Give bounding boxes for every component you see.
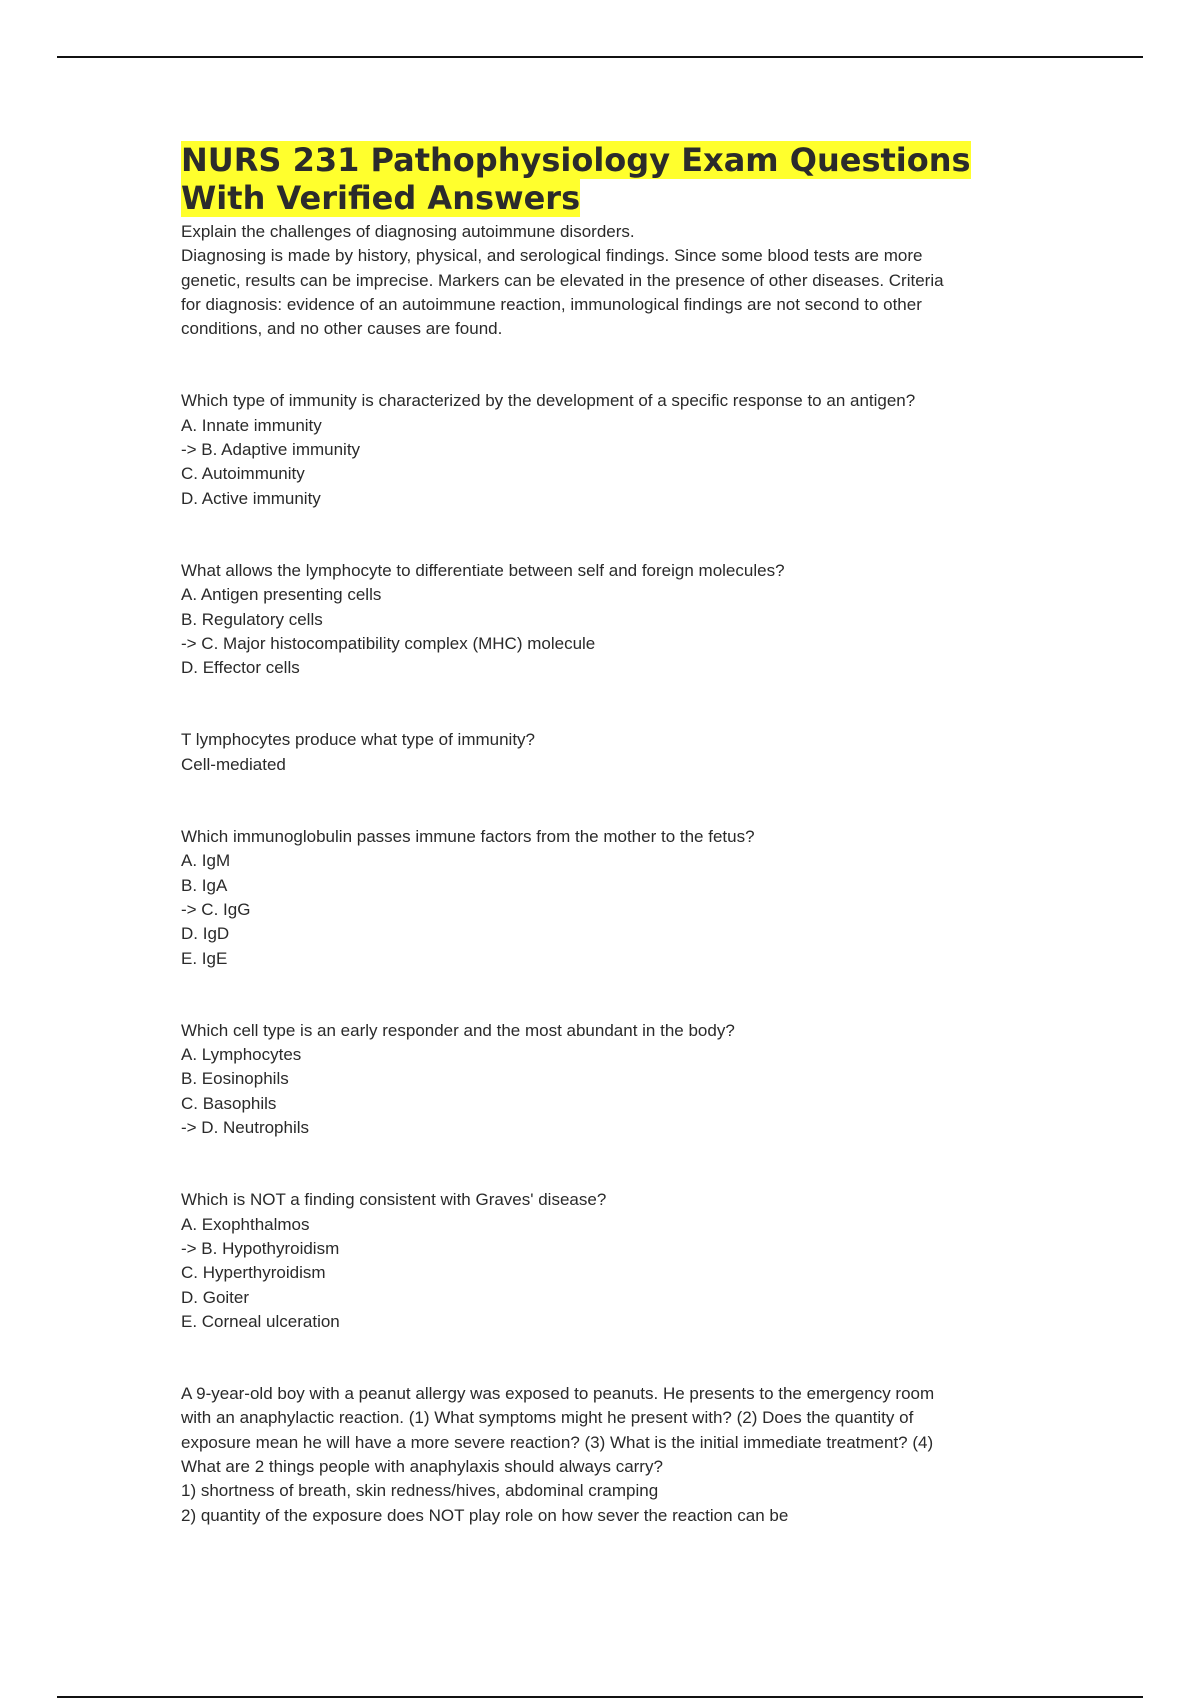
question-text-line: A 9-year-old boy with a peanut allergy was exposed to peanuts. He presents to the emergency room	[181, 1384, 935, 1404]
answer-option-correct: -> C. Major histocompatibility complex (MHC) molecule	[181, 633, 596, 653]
intro-answer-line: Diagnosing is made by history, physical, and serological findings. Since some blood tests are more	[181, 246, 923, 266]
question-block-6	[181, 1188, 1021, 1334]
bottom-rule	[57, 1696, 1143, 1698]
answer-option: C. Hyperthyroidism	[181, 1263, 326, 1283]
question-text-line: exposure mean he will have a more severe reaction? (3) What is the initial immediate treatment? (4)	[181, 1432, 934, 1452]
answer-option: C. Autoimmunity	[181, 464, 305, 484]
intro-answer-line: genetic, results can be imprecise. Markers can be elevated in the presence of other diseases. Criteria	[181, 270, 944, 290]
question-text: Which cell type is an early responder and the most abundant in the body?	[181, 1020, 735, 1040]
question-text-line: with an anaphylactic reaction. (1) What symptoms might he present with? (2) Does the quantity of	[181, 1408, 914, 1428]
question-block-2	[181, 559, 1021, 680]
answer-option: D. Effector cells	[181, 658, 300, 678]
intro-answer-line: for diagnosis: evidence of an autoimmune reaction, immunological findings are not second to other	[181, 294, 922, 314]
answer-option: E. IgE	[181, 948, 228, 968]
question-text: What allows the lymphocyte to differentiate between self and foreign molecules?	[181, 560, 785, 580]
intro-answer-line: conditions, and no other causes are found.	[181, 319, 503, 339]
question-block-5	[181, 1019, 1021, 1140]
answer-option: D. IgD	[181, 924, 230, 944]
question-block-7	[181, 1382, 1021, 1528]
answer-text: 1) shortness of breath, skin redness/hives, abdominal cramping	[181, 1481, 659, 1501]
answer-option: D. Active immunity	[181, 488, 321, 508]
answer-option: C. Basophils	[181, 1093, 277, 1113]
answer-option: A. Exophthalmos	[181, 1214, 310, 1234]
answer-option: E. Corneal ulceration	[181, 1311, 340, 1331]
question-block-1	[181, 389, 1021, 510]
document-title	[181, 141, 1021, 217]
title-line-1: NURS 231 Pathophysiology Exam Questions	[181, 141, 971, 179]
question-text: Which is NOT a finding consistent with Graves' disease?	[181, 1190, 607, 1210]
answer-text: 2) quantity of the exposure does NOT play role on how sever the reaction can be	[181, 1505, 789, 1525]
answer-option: B. IgA	[181, 875, 228, 895]
question-text: Which type of immunity is characterized by the development of a specific response to an antigen?	[181, 391, 916, 411]
answer-text: Cell-mediated	[181, 754, 286, 774]
question-text-line: What are 2 things people with anaphylaxis should always carry?	[181, 1456, 663, 1476]
answer-option: A. IgM	[181, 851, 231, 871]
question-block-3	[181, 728, 1021, 777]
title-line-2: With Verified Answers	[181, 179, 581, 217]
intro-question: Explain the challenges of diagnosing autoimmune disorders.	[181, 222, 635, 241]
document-body	[181, 141, 1021, 1528]
answer-option: A. Innate immunity	[181, 415, 322, 435]
question-text: Which immunoglobulin passes immune factors from the mother to the fetus?	[181, 827, 755, 847]
question-text: T lymphocytes produce what type of immunity?	[181, 730, 536, 750]
answer-option: B. Regulatory cells	[181, 609, 323, 629]
answer-option-correct: -> B. Adaptive immunity	[181, 440, 361, 460]
answer-option: A. Lymphocytes	[181, 1045, 302, 1065]
top-rule	[57, 56, 1143, 58]
answer-option: B. Eosinophils	[181, 1069, 289, 1089]
answer-option: D. Goiter	[181, 1287, 250, 1307]
answer-option-correct: -> B. Hypothyroidism	[181, 1238, 340, 1258]
answer-option: A. Antigen presenting cells	[181, 585, 382, 605]
answer-option-correct: -> C. IgG	[181, 899, 251, 919]
answer-option-correct: -> D. Neutrophils	[181, 1118, 310, 1138]
intro-section	[181, 220, 1021, 341]
question-block-4	[181, 825, 1021, 971]
